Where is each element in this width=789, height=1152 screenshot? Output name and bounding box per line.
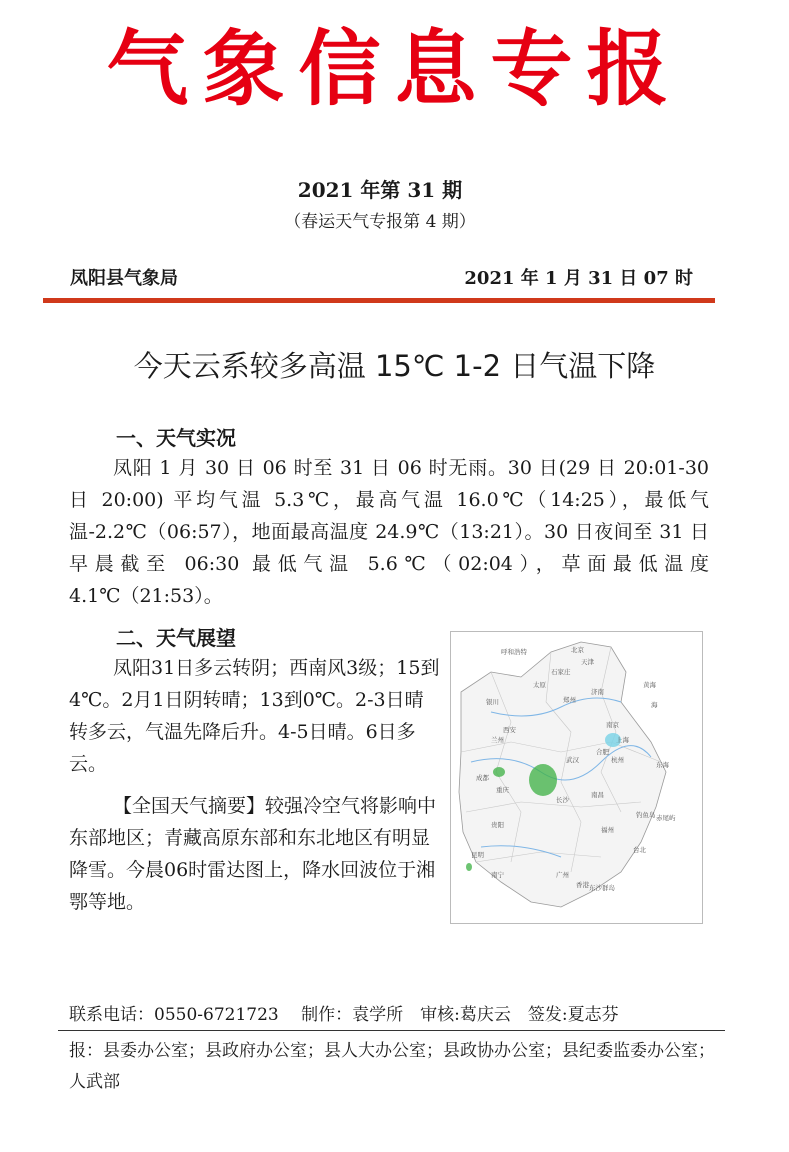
national-weather-summary: 【全国天气摘要】较强冷空气将影响中东部地区；青藏高原东部和东北地区有明显降雪。今晨06时雷达图上，降水回波位于湘鄂等地。 — [69, 795, 437, 913]
echo-main — [529, 764, 557, 796]
map-label: 黄海 — [643, 681, 656, 689]
radar-map — [450, 631, 703, 924]
masthead-title: 气象信息专报 — [106, 21, 683, 117]
map-label: 石家庄 — [551, 668, 571, 676]
map-label: 南宁 — [491, 871, 504, 879]
map-label: 福州 — [601, 826, 614, 834]
map-label: 东海 — [656, 761, 669, 769]
map-label: 济南 — [591, 688, 604, 696]
map-label: 成都 — [476, 774, 489, 782]
map-label: 合肥 — [596, 748, 609, 756]
map-label: 西安 — [503, 726, 516, 734]
map-label: 郑州 — [563, 696, 576, 704]
section-body-observations: 凤阳 1 月 30 日 06 时至 31 日 06 时无雨。30 日(29 日 20:01-30 日 20:00) 平均气温 5.3℃，最高气温 16.0℃（14:25），最低气温-2.2℃（06:57），地面最高温度 24.9℃（13:21）。30 日夜间至 31 日早晨截至 06:30 最低气温 5.6℃（02:04），草面最低温度 4.1℃（21:53）。 — [69, 457, 709, 607]
section-heading-observations: 一、天气实况 — [116, 426, 236, 450]
map-label: 钓鱼岛 — [636, 811, 656, 819]
map-label: 台北 — [633, 846, 646, 854]
map-label: 北京 — [571, 646, 584, 654]
issue-subtitle: （春运天气专报第 4 期） — [284, 212, 476, 232]
map-label: 东沙群岛 — [589, 884, 615, 892]
radar-map-svg — [451, 632, 702, 923]
issue-number: 2021 年第 31 期 — [297, 178, 463, 202]
map-label: 香港 — [576, 881, 589, 889]
distribution-list: 报：县委办公室；县政府办公室；县人大办公室；县政协办公室；县纪委监委办公室；人武部 — [69, 1041, 715, 1092]
map-label: 银川 — [486, 698, 499, 706]
map-label: 杭州 — [611, 756, 624, 764]
echo-west — [493, 767, 505, 777]
map-label: 重庆 — [496, 786, 509, 794]
section-body-outlook: 凤阳31日多云转阴；西南风3级；15到4℃。2月1日阴转晴；13到0℃。2-3日晴转多云，气温先降后升。4-5日晴。6日多云。 — [69, 657, 440, 775]
map-label: 广州 — [556, 871, 569, 879]
header-divider — [43, 298, 715, 303]
map-label: 长沙 — [556, 796, 569, 804]
map-label: 太原 — [533, 681, 546, 689]
map-label: 南京 — [606, 721, 619, 729]
echo-south — [466, 863, 472, 871]
headline: 今天云系较多高温 15℃ 1-2 日气温下降 — [133, 349, 656, 383]
map-label: 武汉 — [566, 756, 579, 764]
map-label: 贵阳 — [491, 821, 504, 829]
issuing-organization: 凤阳县气象局 — [70, 268, 178, 289]
map-label: 南昌 — [591, 791, 604, 799]
footer-divider — [58, 1030, 725, 1031]
map-label: 呼和浩特 — [501, 648, 527, 656]
map-label: 昆明 — [471, 851, 484, 859]
section-heading-outlook: 二、天气展望 — [116, 626, 236, 650]
map-label: 天津 — [581, 658, 594, 666]
map-label: 上海 — [616, 736, 629, 744]
map-label: 海 — [651, 701, 658, 709]
issue-date: 2021 年 1 月 31 日 07 时 — [464, 268, 693, 289]
map-label: 赤尾屿 — [656, 814, 676, 822]
contact-line: 联系电话：0550-6721723 制作：袁学所 审核:葛庆云 签发:夏志芬 — [69, 1005, 619, 1025]
map-label: 兰州 — [491, 736, 504, 744]
